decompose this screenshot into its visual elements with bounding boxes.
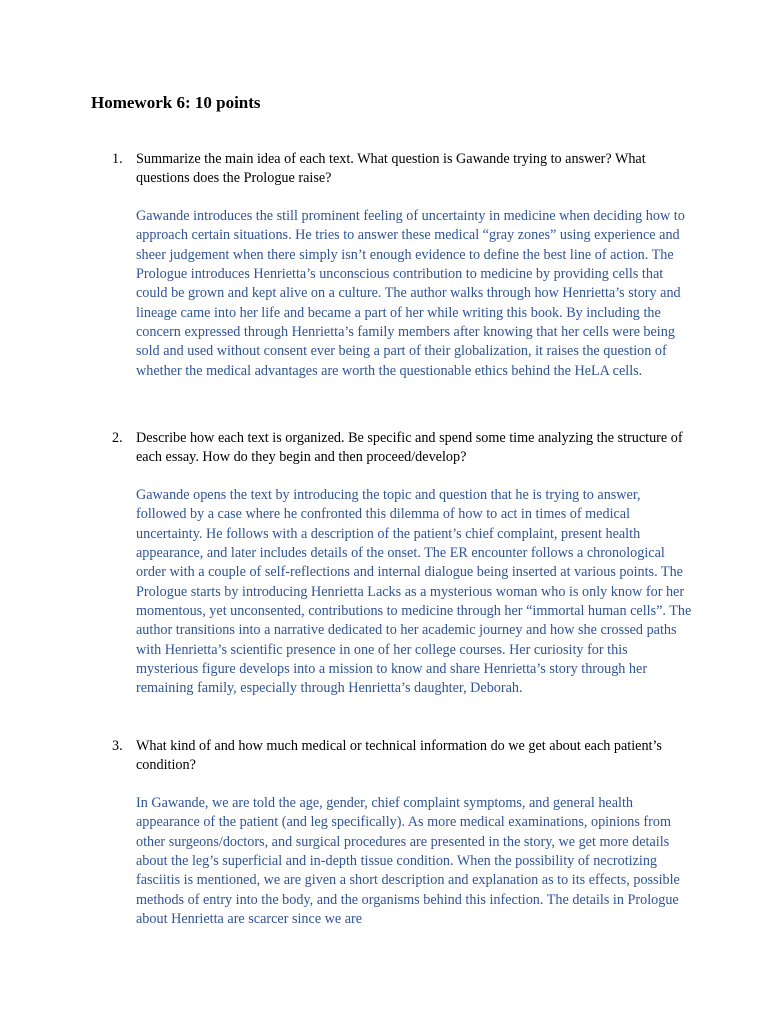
question-number: 2. (112, 430, 123, 446)
question-text: Summarize the main idea of each text. What question is Gawande trying to answer? What questions does the Prologue raise? (136, 151, 646, 187)
question-text: Describe how each text is organized. Be specific and spend some time analyzing the structure of each essay. How do they begin and then proceed/develop? (136, 430, 683, 466)
question-number: 3. (112, 738, 123, 754)
question-text: What kind of and how much medical or technical information do we get about each patient’s condition? (136, 738, 662, 774)
page-title: Homework 6: 10 points (91, 93, 261, 112)
answer-text: In Gawande, we are told the age, gender, chief complaint symptoms, and general health appearance of the patient (and leg specifically). As more medical examinations, opinions from other surgeons/doctors, and surgical procedures are presented in the story, we get more details about the leg’s superficial and in-depth tissue condition. When the possibility of necrotizing fasciitis is mentioned, we are given a short description and explanation as to its effects, possible methods of entry into the body, and the organisms behind this infection. The details in Prologue about Henrietta are scarcer since we are (136, 795, 680, 928)
answer-text: Gawande introduces the still prominent feeling of uncertainty in medicine when deciding how to approach certain situations. He tries to answer these medical “gray zones” using experience and sheer judgement when there simply isn’t enough evidence to define the best line of action. The Prologue introduces Henrietta’s unconscious contribution to medicine by providing cells that could be grown and kept alive on a culture. The author walks through how Henrietta’s story and lineage came into her life and became a part of her while writing this book. By including the concern expressed through Henrietta’s family members after knowing that her cells were being sold and used without consent ever being a part of their globalization, it raises the question of whether the medical advantages are worth the questionable ethics behind the HeLA cells. (136, 208, 685, 379)
answer-text: Gawande opens the text by introducing the topic and question that he is trying to answer, followed by a case where he confronted this dilemma of how to act in times of medical uncertainty. He follows with a description of the patient’s chief complaint, present health appearance, and later includes details of the onset. The ER encounter follows a chronological order with a couple of self-reflections and internal dialogue being inserted at various points. The Prologue starts by introducing Henrietta Lacks as a mysterious woman who is only know for her momentous, yet unconsented, contributions to medicine through her “immortal human cells”. The author transitions into a narrative dedicated to her academic journey and how she crossed paths with Henrietta’s scientific presence in one of her college courses. Her curiosity for this mysterious figure develops into a mission to know and share Henrietta’s story through her remaining family, especially through Henrietta’s daughter, Deborah. (136, 487, 692, 697)
question-number: 1. (112, 151, 123, 167)
